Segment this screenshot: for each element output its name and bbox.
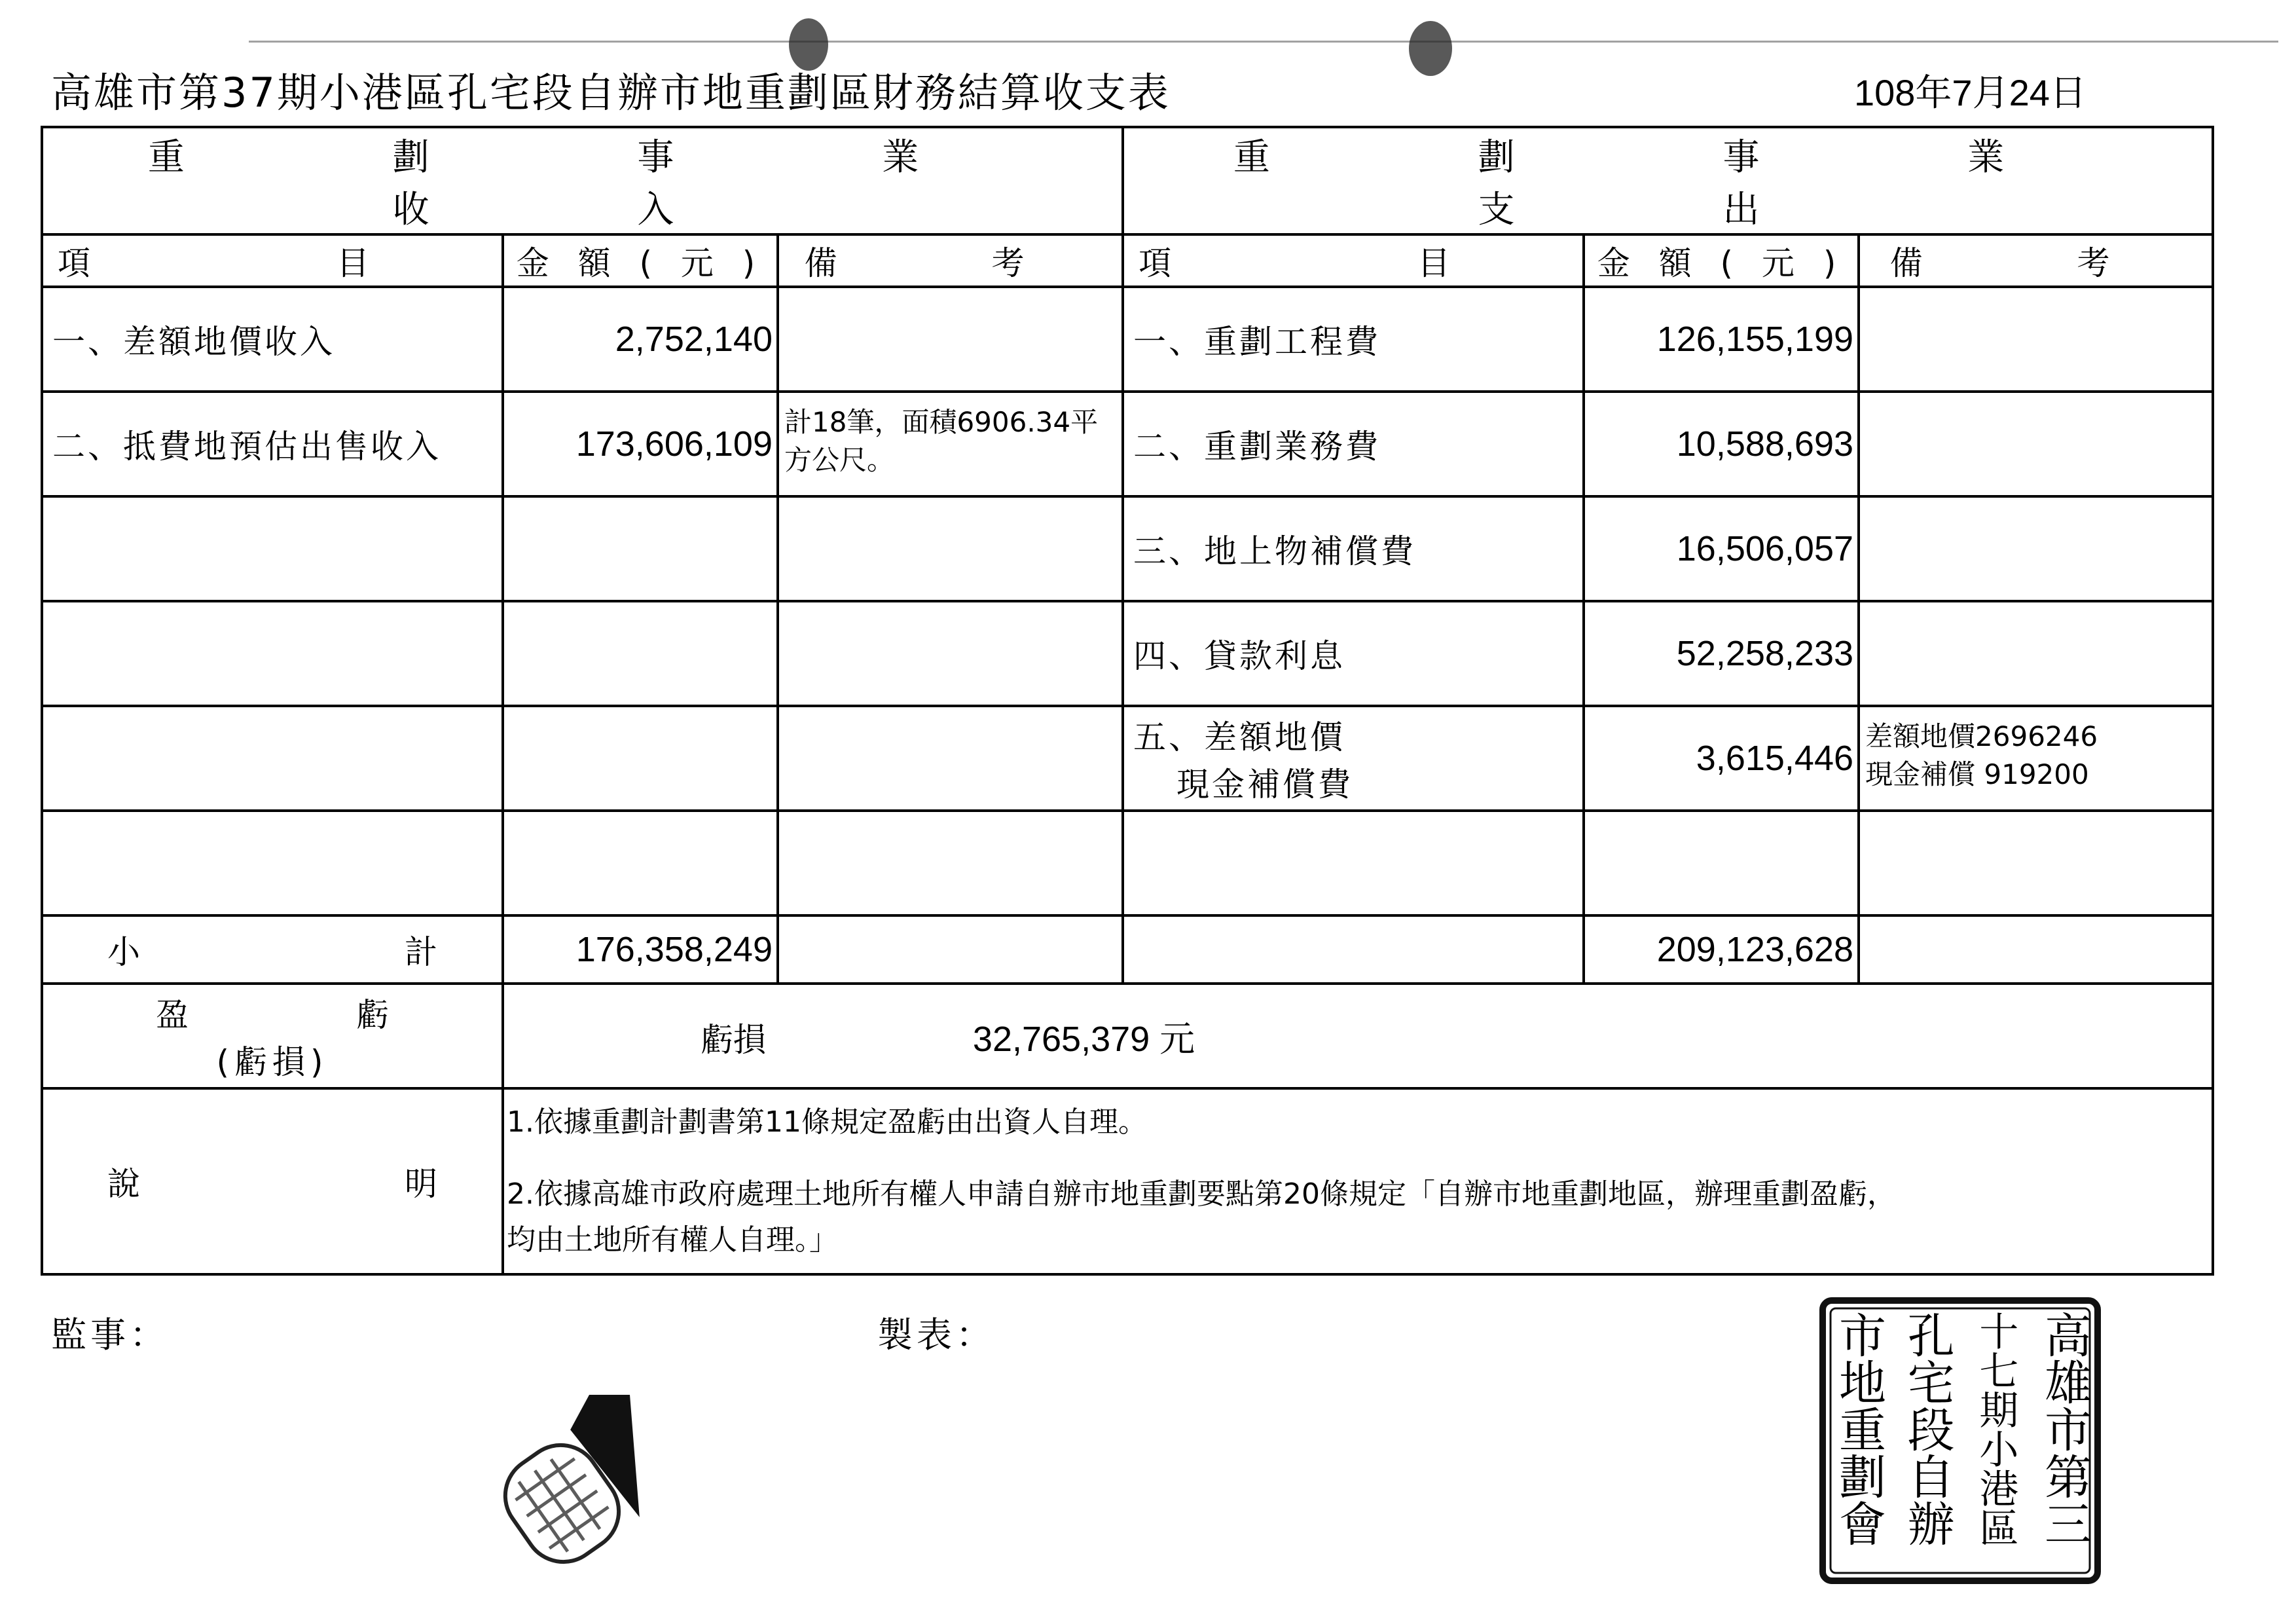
- expense-item-multiline: [1123, 706, 1584, 811]
- scan-artifact-line: [249, 41, 2278, 43]
- expense-item: 一、重劃工程費: [1123, 287, 1584, 392]
- table-row: [42, 811, 2213, 915]
- income-amount: [503, 601, 778, 706]
- income-item: [42, 496, 503, 601]
- seal-column: 孔宅段自辦: [1899, 1311, 1955, 1547]
- expense-remark-line2: 現金補償 919200: [1865, 758, 2089, 790]
- income-amount: 2,752,140: [503, 287, 778, 392]
- seal-column: 高雄市第三: [2036, 1311, 2092, 1547]
- expense-amount: [1584, 811, 1859, 915]
- expense-remark-multiline: [1859, 706, 2213, 811]
- table-row: [42, 601, 2213, 706]
- explanation-label: 說 明: [42, 1088, 503, 1274]
- expense-section-label: 重 劃 事 業 支 出: [1233, 136, 2103, 231]
- round-seal-stamp: [484, 1395, 681, 1591]
- expense-amount: 126,155,199: [1584, 287, 1859, 392]
- income-remark: [778, 496, 1123, 601]
- expense-amount: 3,615,446: [1584, 706, 1859, 811]
- income-amount: 173,606,109: [503, 392, 778, 496]
- preparer-signature-label: 製表：: [877, 1314, 995, 1356]
- income-item: 二、抵費地預估出售收入: [42, 392, 503, 496]
- explanation-text: [503, 1088, 2213, 1274]
- expense-amount-header: 金 額 ( 元 ): [1584, 234, 1859, 287]
- income-amount-header: 金 額 ( 元 ): [503, 234, 778, 287]
- income-subtotal: 176,358,249: [503, 915, 778, 984]
- section-header-row: [42, 127, 2213, 234]
- financial-statement-table: [41, 126, 2214, 1276]
- seal-column: 市地重劃會: [1831, 1311, 1886, 1547]
- explanation-row: [42, 1088, 2213, 1274]
- expense-remark: [1859, 496, 2213, 601]
- income-section-label: 重 劃 事 業 收 入: [147, 136, 1017, 231]
- income-item: [42, 706, 503, 811]
- income-amount: [503, 496, 778, 601]
- table-row: [42, 496, 2213, 601]
- profit-loss-type: 虧損: [701, 1020, 766, 1059]
- expense-item: 二、重劃業務費: [1123, 392, 1584, 496]
- expense-subtotal-remark: [1859, 915, 2213, 984]
- explanation-item: 1.依據重劃計劃書第11條規定盈虧由出資人自理。: [507, 1105, 1147, 1139]
- expense-item: [1123, 811, 1584, 915]
- seal-column: 十七期小港區: [1973, 1311, 2019, 1547]
- subtotal-label: 小 計: [42, 915, 503, 984]
- expense-section-header: [1123, 127, 2213, 234]
- supervisor-signature-label: 監事：: [51, 1314, 169, 1356]
- expense-remark-line1: 差額地價2696246: [1865, 720, 2098, 752]
- expense-amount: 16,506,057: [1584, 496, 1859, 601]
- document-date: 108年7月24日: [1854, 72, 2086, 113]
- expense-amount: 52,258,233: [1584, 601, 1859, 706]
- income-item: 一、差額地價收入: [42, 287, 503, 392]
- profit-loss-label: 盈 虧 (虧損): [42, 984, 503, 1088]
- table-row: [42, 287, 2213, 392]
- square-seal-stamp: [1819, 1297, 2102, 1585]
- income-subtotal-remark: [778, 915, 1123, 984]
- income-item-header: 項 目: [42, 234, 503, 287]
- income-remark: [778, 601, 1123, 706]
- expense-item: 四、貸款利息: [1123, 601, 1584, 706]
- subtotal-row: [42, 915, 2213, 984]
- expense-remark: [1859, 287, 2213, 392]
- expense-subtotal: 209,123,628: [1584, 915, 1859, 984]
- income-amount: [503, 706, 778, 811]
- table-row: [42, 392, 2213, 496]
- profit-loss-row: [42, 984, 2213, 1088]
- explanation-item: 2.依據高雄市政府處理土地所有權人申請自辦市地重劃要點第20條規定「自辦市地重劃地區，辦理重劃盈虧，: [507, 1177, 1896, 1211]
- scan-blot: [1409, 21, 1452, 76]
- expense-item-line1: 五、差額地價: [1133, 718, 1346, 756]
- income-remark: [778, 287, 1123, 392]
- profit-loss-value: [503, 984, 2213, 1088]
- income-remark: 計18筆，面積6906.34平方公尺。: [778, 392, 1123, 496]
- expense-item-header: 項 目: [1123, 234, 1584, 287]
- income-remark: [778, 706, 1123, 811]
- expense-item: 三、地上物補償費: [1123, 496, 1584, 601]
- income-remark: [778, 811, 1123, 915]
- income-remark-header: 備 考: [778, 234, 1123, 287]
- profit-loss-amount: 32,765,379 元: [972, 1019, 1195, 1059]
- expense-remark: [1859, 811, 2213, 915]
- explanation-item: 均由土地所有權人自理。」: [507, 1223, 838, 1257]
- expense-remark: [1859, 601, 2213, 706]
- table-row: [42, 706, 2213, 811]
- expense-item-line2: 現金補償費: [1176, 766, 1354, 803]
- income-amount: [503, 811, 778, 915]
- expense-amount: 10,588,693: [1584, 392, 1859, 496]
- document-title: 高雄市第37期小港區孔宅段自辦市地重劃區財務結算收支表: [51, 69, 1171, 117]
- income-item: [42, 601, 503, 706]
- column-header-row: [42, 234, 2213, 287]
- income-section-header: [42, 127, 1123, 234]
- expense-remark: [1859, 392, 2213, 496]
- expense-remark-header: 備 考: [1859, 234, 2213, 287]
- expense-subtotal-label: [1123, 915, 1584, 984]
- income-item: [42, 811, 503, 915]
